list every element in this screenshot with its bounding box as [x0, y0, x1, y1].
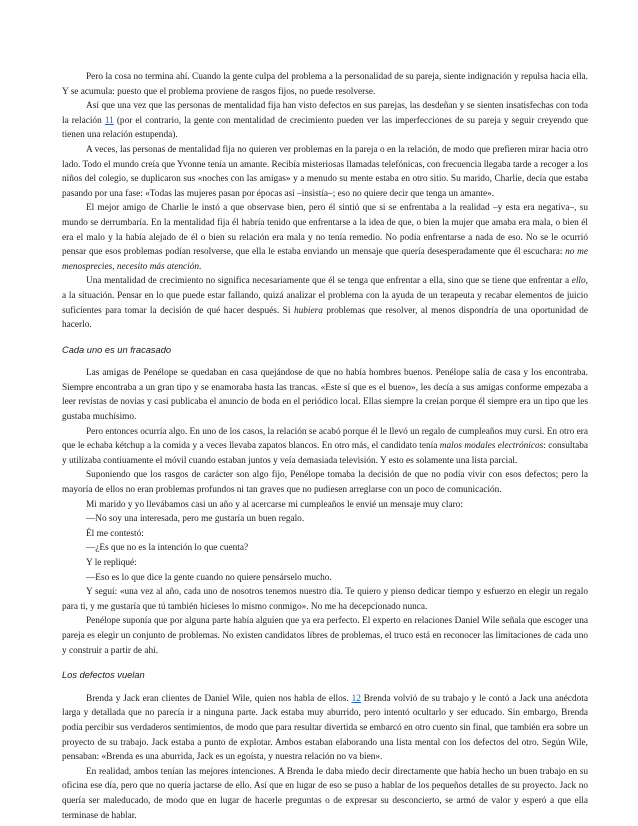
- footnote-link-11[interactable]: 11: [104, 115, 114, 126]
- section-heading: Los defectos vuelan: [62, 670, 145, 681]
- paragraph: En realidad, ambos tenían las mejores intenciones. A Brenda le daba miedo decir directamente que había hecho un buen trabajo en su oficina ese día, pero que no quería jactarse de ello. Así que en lugar de eso se puso a hablar de los pequeños detalles de su proyecto. Jack no quería ser maleducado, de modo que en lugar de hacerle preguntas o de expresar su desconcierto, se armó de valor y esperó a que ella terminase de hablar.: [62, 766, 588, 821]
- emphasis: hubiera: [293, 305, 323, 316]
- paragraph: Así que una vez que las personas de mentalidad fija han visto defectos en sus parejas, las desdeñan y se sienten insatisfechas con toda la relación 11 (por el contrario, la gente con mentalidad de crecimiento pueden ver las imperfecciones de su pareja y seguir creyendo que tienen una relación estupenda).: [62, 101, 589, 141]
- dialog-line: —¿Es que no es la intención lo que cuenta?: [86, 543, 249, 554]
- paragraph: Una mentalidad de crecimiento no significa necesariamente que él se tenga que enfrentar a ella, sino que se tiene que enfrentar a ello, a la situación. Pensar en lo que puede estar fallando, quizá analizar el problema con la ayuda de un terapeuta y recabar elementos de juicio suficientes para tomar la decisión de qué hacer después. Si hubiera problemas que resolver, al menos dispondría de una oportunidad de hacerlo.: [62, 276, 588, 331]
- paragraph: A veces, las personas de mentalidad fija no quieren ver problemas en la pareja o en la relación, de modo que prefieren mirar hacia otro lado. Todo el mundo creía que Yvonne tenía un amante. Recibía misteriosas llamadas telefónicas, con frecuencia llegaba tarde a recoger a los niños del colegio, se duplicaron sus «noches con las amigas» y a menudo su mente estaba en otro sitio. Su marido, Charlie, decía que estaba pasando por una fase: «Todas las mujeres pasan por épocas así –insistía–; eso no quiere decir que tenga un amante».: [62, 144, 588, 199]
- paragraph: Las amigas de Penélope se quedaban en casa quejándose de que no había hombres buenos. Penélope salía de casa y los encontraba. Siempre encontraba a un gran tipo y se enamoraba hasta las trancas. «Este sí que es el bueno», les decía a sus amigas conforme empezaba a leer revistas de novias y casi publicaba el anuncio de boda en el periódico local. Ellas siempre la creían porque él siempre era un tipo que les gustaba muchísimo.: [62, 368, 588, 423]
- emphasis: malos modales electrónicos: [439, 441, 544, 452]
- section-heading: Cada uno es un fracasado: [62, 344, 172, 355]
- dialog-line: Él me contestó:: [86, 528, 144, 539]
- paragraph: Pero entonces ocurría algo. En uno de los casos, la relación se acabó porque él le llevó un regalo de cumpleaños muy cursi. En otro era que le echaba kétchup a la comida y a veces llevaba zapatos blancos. En otro más, el candidato tenía malos modales electrónicos: consultaba y utilizaba contiuamente el móvil cuando estaban juntos y veía demasiada televisión. Y esto es solamente una lista parcial.: [62, 426, 589, 466]
- paragraph: El mejor amigo de Charlie le instó a que observase bien, pero él sintió que si se enfrentaba a la realidad –y esta era negativa–, su mundo se derrumbaría. En la mentalidad fija él habría tenido que enfrentarse a la idea de que, o bien la mujer que amaba era mala, o bien él era el malo y la había alejado de él o bien su relación era mala y no tenía remedio. No podía enfrentarse a nada de eso. No se le ocurrió pensar que esos problemas podían resolverse, que ella le estaba enviando un mensaje que quería desesperadamente que él escuchara: no me menosprecies, necesito más atención.: [62, 203, 588, 272]
- dialog-line: —Eso es lo que dice la gente cuando no quiere pensárselo mucho.: [86, 572, 332, 583]
- paragraph: Pero la cosa no termina ahí. Cuando la gente culpa del problema a la personalidad de su pareja, siente indignación y repulsa hacia ella. Y se acumula: puesto que el problema proviene de rasgos fijos, no puede resolverse.: [62, 72, 588, 97]
- emphasis: no me menosprecies, necesito más atención: [62, 247, 588, 272]
- paragraph: Suponiendo que los rasgos de carácter son algo fijo, Penélope tomaba la decisión de que no podía vivir con esos defectos; pero la mayoría de ellos no eran problemas profundos ni tan graves que no pudiesen arreglarse con un poco de comunicación.: [62, 470, 588, 496]
- paragraph: Y seguí: «una vez al año, cada uno de nosotros tenemos nuestro día. Te quiero y pienso dedicar tiempo y esfuerzo en elegir un regalo para ti, y me gustaría que tú también hicieses lo mismo conmigo». No me ha decepcionado nunca.: [62, 587, 588, 612]
- emphasis: ello: [571, 276, 586, 287]
- dialog-line: Y le repliqué:: [86, 558, 137, 568]
- paragraph: Brenda y Jack eran clientes de Daniel Wile, quien nos habla de ellos. 12 Brenda volvió de su trabajo y le contó a Jack una anécdota larga y detallada que no parecía ir a ninguna parte. Jack estaba muy aburrido, pero intentó ocultarlo y ser educado. Sin embargo, Brenda podía percibir sus verdaderos sentimientos, de modo que para resultar divertida se embarcó en otro cuento sin final, que también era sobre un proyecto de su trabajo. Jack estaba a punto de explotar. Ambos estaban elaborando una lista mental con los defectos del otro. Según Wile, pensaban: «Brenda es una aburrida, Jack es un egoísta, y nuestra relación no va bien».: [62, 693, 589, 763]
- paragraph: Penélope suponía que por alguna parte había alguien que ya era perfecto. El experto en relaciones Daniel Wile señala que escoger una pareja es elegir un conjunto de problemas. No existen candidatos libres de problemas, el truco está en reconocer las limitaciones de cada uno y construir a partir de ahí.: [62, 616, 588, 656]
- paragraph: Mi marido y yo llevábamos casi un año y al acercarse mi cumpleaños le envié un mensaje muy claro:: [86, 499, 463, 510]
- dialog-line: —No soy una interesada, pero me gustaría un buen regalo.: [86, 514, 305, 525]
- footnote-link-12[interactable]: 12: [351, 693, 361, 704]
